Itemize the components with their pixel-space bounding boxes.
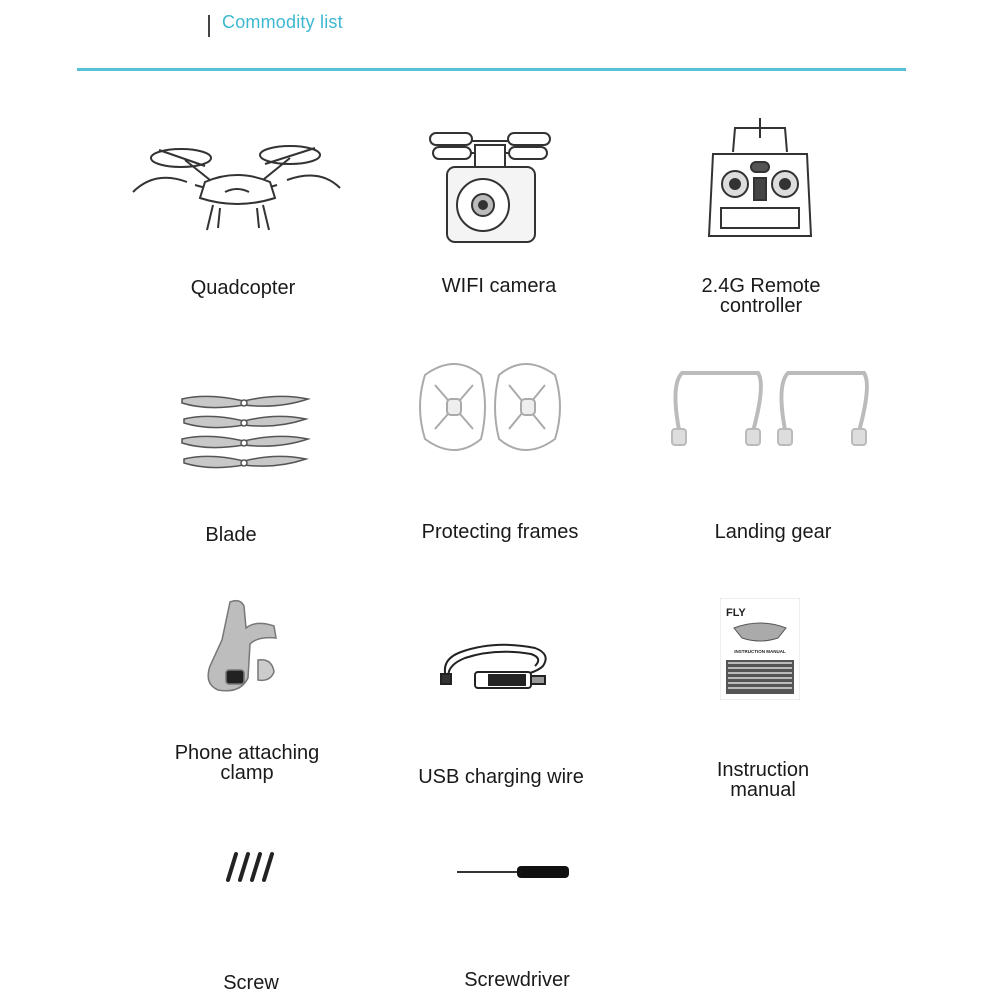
blade-label: Blade bbox=[205, 524, 257, 546]
section-title: Commodity list bbox=[222, 12, 343, 32]
header-bar bbox=[208, 15, 210, 37]
screwdriver-label: Screwdriver bbox=[464, 969, 570, 991]
protecting-frames-image bbox=[415, 355, 565, 460]
screw-label: Screw bbox=[223, 972, 279, 994]
manual-heading: INSTRUCTION MANUAL bbox=[734, 649, 786, 654]
instruction-manual-image bbox=[720, 598, 800, 700]
phone-clamp-label: Phone attaching clamp bbox=[174, 742, 320, 784]
quadcopter-label: Quadcopter bbox=[190, 277, 296, 299]
blade-image bbox=[178, 393, 313, 473]
landing-gear-label: Landing gear bbox=[714, 521, 832, 543]
phone-clamp-image bbox=[200, 598, 285, 698]
remote-controller-label: 2.4G Remote controller bbox=[701, 275, 821, 317]
usb-wire-image bbox=[435, 638, 555, 693]
wifi-camera-image bbox=[425, 125, 555, 247]
screw-image bbox=[222, 850, 284, 884]
wifi-camera-label: WIFI camera bbox=[441, 275, 557, 297]
manual-brand: FLY bbox=[726, 607, 746, 619]
instruction-manual-label: Instruction manual bbox=[716, 759, 810, 801]
usb-wire-label: USB charging wire bbox=[418, 766, 584, 788]
protecting-frames-label: Protecting frames bbox=[421, 521, 579, 543]
screwdriver-image bbox=[455, 860, 575, 884]
header-divider bbox=[77, 68, 906, 71]
remote-controller-image bbox=[705, 118, 815, 243]
landing-gear-image bbox=[660, 365, 875, 450]
quadcopter-image bbox=[125, 130, 350, 240]
